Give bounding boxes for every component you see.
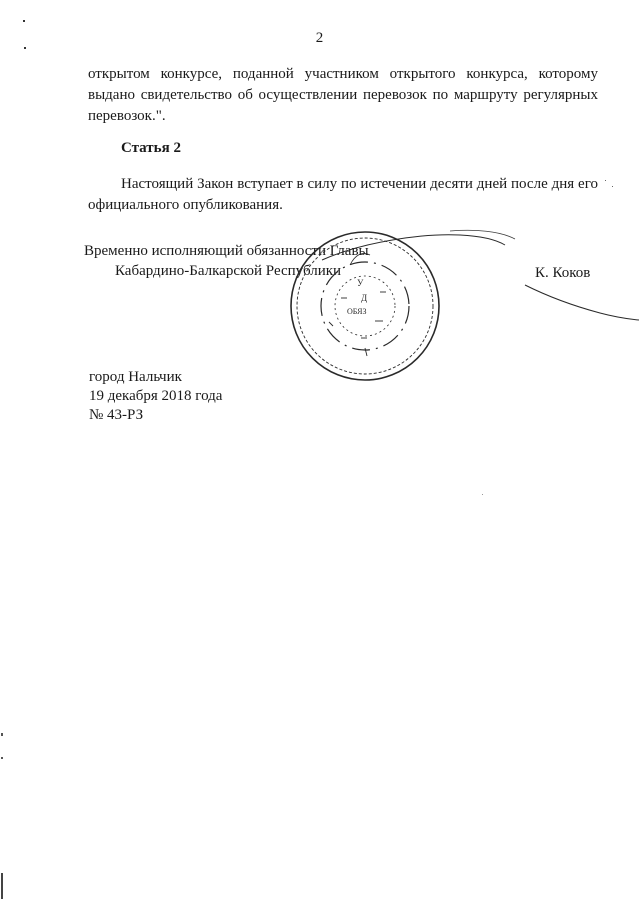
article-heading: Статья 2 <box>121 140 181 156</box>
signer-name: К. Коков <box>535 265 591 281</box>
place-date: 19 декабря 2018 года <box>89 388 223 404</box>
stamp-text-fragment: Д <box>361 293 368 303</box>
signer-position-line1: Временно исполняющий обязанности Главы <box>84 243 369 259</box>
stamp-text-fragment: ОБЯЗ <box>347 307 367 316</box>
place-city: город Нальчик <box>89 369 182 385</box>
place-block <box>89 368 222 425</box>
signer-position-line2: Кабардино-Балкарской Республики <box>115 263 342 279</box>
handwritten-signature <box>300 225 639 335</box>
law-number: № 43-РЗ <box>89 407 144 423</box>
paragraph-effective-date: Настоящий Закон вступает в силу по истечении десяти дней после дня его официального опубликования. <box>88 176 598 213</box>
paragraph-continuation: открытом конкурсе, поданной участником открытого конкурса, которому выдано свидетельство об осуществлении перевозок по маршруту регулярных перевозок.". <box>88 66 598 124</box>
page-number: 2 <box>315 30 324 46</box>
stamp-text-fragment: У <box>357 278 364 288</box>
